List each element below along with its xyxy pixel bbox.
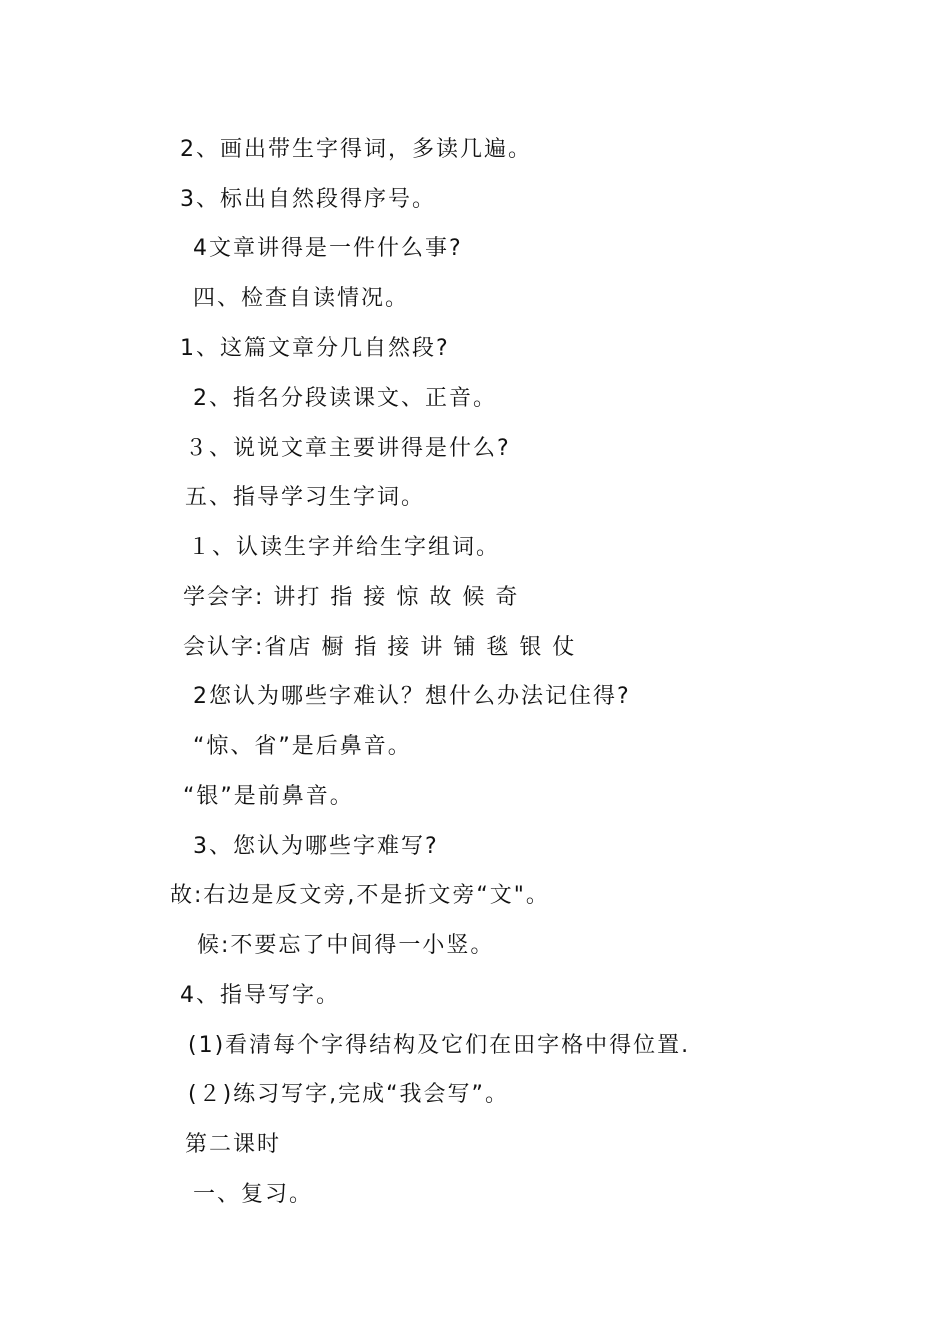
text-line: “银”是前鼻音。 xyxy=(183,784,354,809)
text-line: ３、说说文章主要讲得是什么? xyxy=(185,436,511,461)
text-line: 一、复习。 xyxy=(193,1182,314,1207)
text-line: 2、画出带生字得词，多读几遍。 xyxy=(180,137,532,162)
text-line: 候:不要忘了中间得一小竖。 xyxy=(197,933,495,958)
text-line: (２)练习写字,完成“我会写”。 xyxy=(188,1082,509,1107)
text-line: １、认读生字并给生字组词。 xyxy=(188,535,501,560)
text-line: 故:右边是反文旁,不是折文旁“文"。 xyxy=(170,883,550,908)
text-line: 2您认为哪些字难认？想什么办法记住得? xyxy=(193,684,631,709)
text-line: 第二课时 xyxy=(185,1132,282,1157)
text-line: 4、指导写字。 xyxy=(180,983,340,1008)
text-line: 五、指导学习生字词。 xyxy=(185,485,426,510)
text-line: 会认字:省店 橱 指 接 讲 铺 毯 银 仗 xyxy=(183,635,577,660)
text-line: 3、您认为哪些字难写? xyxy=(193,834,439,859)
text-line: 3、标出自然段得序号。 xyxy=(180,187,436,212)
text-line: 4文章讲得是一件什么事? xyxy=(193,236,463,261)
text-line: 四、检查自读情况。 xyxy=(193,286,410,311)
text-line: 学会字: 讲打 指 接 惊 故 候 奇 xyxy=(183,585,520,610)
text-line: (1)看清每个字得结构及它们在田字格中得位置. xyxy=(188,1033,691,1058)
text-line: 1、这篇文章分几自然段? xyxy=(180,336,450,361)
text-line: “惊、省”是后鼻音。 xyxy=(193,734,412,759)
text-line: 2、指名分段读课文、正音。 xyxy=(193,386,497,411)
